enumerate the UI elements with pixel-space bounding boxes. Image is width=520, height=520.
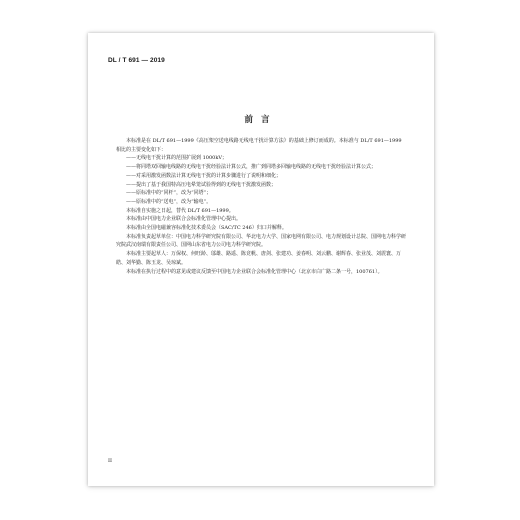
drafters-paragraph: 本标准主要起草人：万保权、何旺龄、邬雄、路遥、陈竞帆、唐剑、张建功、姜春明、刘云鹏、谢辉春、张业茂、刘震寰、万皓、刘华勤、陈玉龙、吴琼斌。: [116, 251, 402, 266]
intro-paragraph: 本标准是在 DL/T 691—1999《高压架空送电线路无线电干扰计算方法》的基础上修订而成的。本标准与 DL/T 691—1999 相比的主要变化如下：: [116, 138, 402, 153]
page-number: II: [108, 458, 112, 464]
change-item-1: ——无线电干扰计算的范围扩展到 1000kV；: [126, 155, 227, 162]
document-page: [88, 33, 434, 486]
drafting-units-paragraph: 本标准负责起草单位：中国电力科学研究院有限公司、华北电力大学、国家电网有限公司、电力规划设计总院、国网电力科学研究院武汉南瑞有限责任公司、国网山东省电力公司电力科学研究院。: [116, 233, 407, 249]
foreword-body: [116, 137, 408, 276]
page-title: 前言: [244, 115, 278, 125]
proposer-paragraph: 本标准由中国电力企业联合会标准化管理中心提出。: [126, 216, 242, 223]
standard-code: DL / T 691 — 2019: [108, 57, 165, 64]
change-item-3: ——对采用激发函数法计算无线电干扰的计算步骤进行了说明和细化；: [126, 172, 282, 179]
change-item-2: ——将同塔双回输电线路的无线电干扰经验法计算公式，推广到同塔多回输电线路的无线电干扰经验法计算公式；: [126, 164, 377, 171]
change-item-6: ——原标准中的“送电”，改为“输电”。: [126, 198, 212, 205]
change-item-4: ——提出了基于我国特高压电晕笼试验得到的无线电干扰激发函数；: [126, 181, 277, 188]
change-item-5: ——原标准中的“同杆”，改为“同塔”；: [126, 190, 212, 197]
centralized-paragraph: 本标准由全国电磁兼容标准化技术委员会（SAC/TC 246）归口并解释。: [126, 225, 287, 232]
feedback-paragraph: 本标准在执行过程中的意见或建议反馈至中国电力企业联合会标准化管理中心（北京市白广路二条一号，100761）。: [126, 268, 383, 275]
replacement-paragraph: 本标准自实施之日起，替代 DL/T 691—1999。: [126, 207, 234, 214]
